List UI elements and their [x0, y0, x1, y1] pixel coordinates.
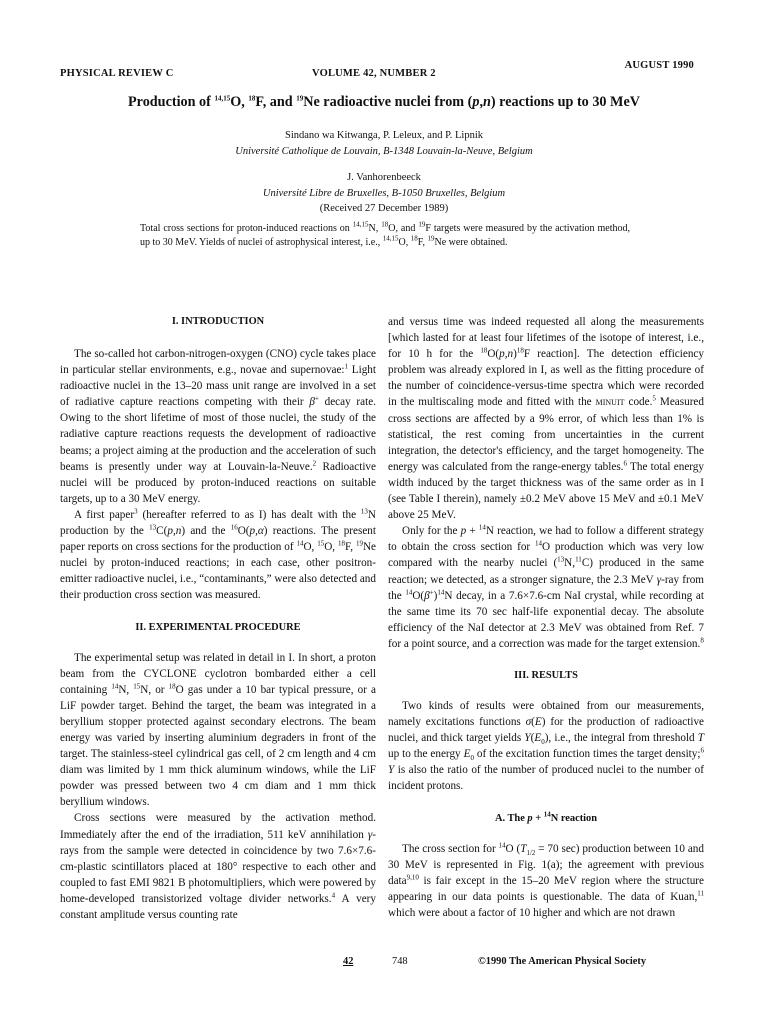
- author-list: J. Vanhorenbeeck: [347, 172, 421, 183]
- paragraph: and versus time was indeed requested all along the measurements [which lasted for at least four lifetimes of the isotope of interest, i.e., for 10 h for the $^{18}O(p,n)^{18}F$ reaction]. The detection efficiency problem was already explored in I, as well as the fitting procedure of the number of coincidence-versus-time spectra which were recorded in the multiscaling mode and fitted with the minuit code.$^5$ Measured cross sections are affected by a 9% error, of which less than 1% is statistical, the rest coming from uncertainties in the current integration, the detector's efficiency, and the target homogeneity. The energy was calculated from the range-energy tables.$^6$ The total energy width induced by the target thickness was of the same order as in I (see Table I therein), namely ±0.2 MeV above 15 MeV and ±0.1 MeV above 25 MeV.: [388, 316, 704, 522]
- page-number: 748: [392, 956, 408, 967]
- section-heading: III. RESULTS: [514, 669, 578, 681]
- author-affiliation: Université Catholique de Louvain, B-1348 Louvain-la-Neuve, Belgium: [235, 146, 533, 157]
- left-column: [60, 314, 376, 923]
- page-link[interactable]: 42: [343, 956, 354, 967]
- paragraph: The cross section for $^{14}$O ($T_{1/2} = 70$ sec) production between 10 and 30 MeV is represented in Fig. 1(a); the agreement with previous data$^{9,10}$ is fair except in the 15–20 MeV region where the structure appearing in our data points is questionable. The data of Kuan,$^{11}$ which were about a factor of 10 higher and which are not drawn: [388, 840, 704, 919]
- paragraph: The experimental setup was related in detail in I. In short, a proton beam from the CYCLONE cyclotron bombarded either a cell containing $^{14}$N, $^{15}$N, or $^{18}$O gas under a 10 bar typical pressure, or a LiF powder target. Behind the target, the beam was integrated in a beryllium stopper protected against secondary electrons. The beam energy was varied by inserting aluminium degraders in front of the target. The stainless-steel cylindrical gas cell, of 2 cm length and 4 cm diam was limited by 1 mm thick aluminum windows, while the LiF powder was pressed between two 4 cm diam and 1 mm thick beryllium windows.: [60, 651, 376, 809]
- author-affiliation: Université Libre de Bruxelles, B-1050 Bruxelles, Belgium: [262, 188, 506, 199]
- copyright: ©1990 The American Physical Society: [478, 956, 647, 967]
- subsection-heading: A. The p + $^{14}$N reaction: [494, 810, 598, 824]
- paragraph: Cross sections were measured by the activation method. Immediately after the end of the irradiation, 511 keV annihilation γ-rays from the sample were detected in coincidence by two 7.6×7.6-cm-plastic scintillators placed at 180° respective to each other and coupled to fast EMI 9821 B photomultipliers, which were powered by home-developed transistorized voltage divider networks.$^4$ A very constant amplitude versus counting rate: [60, 812, 376, 921]
- issue-date: AUGUST 1990: [624, 60, 694, 71]
- article-title: Production of $^{14,15}$O, $^{18}$F, and $^{19}$Ne radioactive nuclei from (p,n) reactions up to 30 MeV: [127, 94, 640, 110]
- author-list: Sindano wa Kitwanga, P. Leleux, and P. Lipnik: [284, 130, 484, 141]
- running-header: [60, 60, 694, 80]
- paragraph: Only for the p + $^{14}$N reaction, we had to follow a different strategy to obtain the cross section for $^{14}$O production which was very low compared with the nearby nuclei ($^{13}$N,$^{11}$C) produced in the same reaction; we detected, as a stronger signature, the 2.3 MeV γ-ray from the $^{14}O(\beta^+)^{14}N$ decay, in a 7.6×7.6-cm NaI crystal, while recording at the same time its 70 sec half-life exponential decay. The absolute efficiency of the NaI detector at 2.3 MeV was obtained from Ref. 7 for a point source, and a correction was made for the target extension.$^8$: [388, 523, 705, 650]
- section-heading: I. INTRODUCTION: [171, 316, 265, 327]
- right-column: [388, 314, 704, 921]
- paragraph: Two kinds of results were obtained from our measurements, namely excitations functions σ(E) for the production of radioactive nuclei, and thick target yields $Y(E_0)$, i.e., the integral from threshold T up to the energy $E_0$ of the excitation function times the target density;$^6$ Y is also the ratio of the number of produced nuclei to the number of incident protons.: [388, 699, 705, 793]
- journal-name: PHYSICAL REVIEW C: [60, 68, 174, 79]
- paragraph: The so-called hot carbon-nitrogen-oxygen (CNO) cycle takes place in particular stellar environments, e.g., novae and supernovae:$^1$ Light radioactive nuclei in the 13–20 mass unit range are involved in a set of radiative capture reactions competing with their β+ decay rate. Owing to the short lifetime of most of those nuclei, the study of the radiative capture reactions requests the development of radioactive beams; a project aiming at the production and the acceleration of such beams is presently under way at Louvain-la-Neuve.$^2$ Radioactive nuclei will be produced by proton-induced reactions on suitable targets, up to a 30 MeV energy.: [60, 348, 376, 505]
- section-heading: II. EXPERIMENTAL PROCEDURE: [135, 621, 301, 633]
- paragraph: A first paper$^3$ (hereafter referred to as I) has dealt with the $^{13}$N production by the $^{13}$C(p,n) and the $^{16}$O(p,α) reactions. The present paper reports on cross sections for the production of $^{14}$O, $^{15}$O, $^{18}$F, $^{19}$Ne nuclei by proton-induced reactions; in each case, other positron-emitter radioactive nuclei, i.e., “contaminants,” were also detected and their production cross section was measured.: [60, 507, 377, 602]
- volume-number: VOLUME 42, NUMBER 2: [312, 68, 436, 79]
- received-date: (Received 27 December 1989): [319, 203, 449, 214]
- abstract: Total cross sections for proton-induced reactions on $^{14,15}$N, $^{18}$O, and $^{19}$F targets were measured by the activation method, up to 30 MeV. Yields of nuclei of astrophysical interest, i.e., $^{14,15}$O, $^{18}$F, $^{19}$Ne were obtained.: [140, 220, 630, 248]
